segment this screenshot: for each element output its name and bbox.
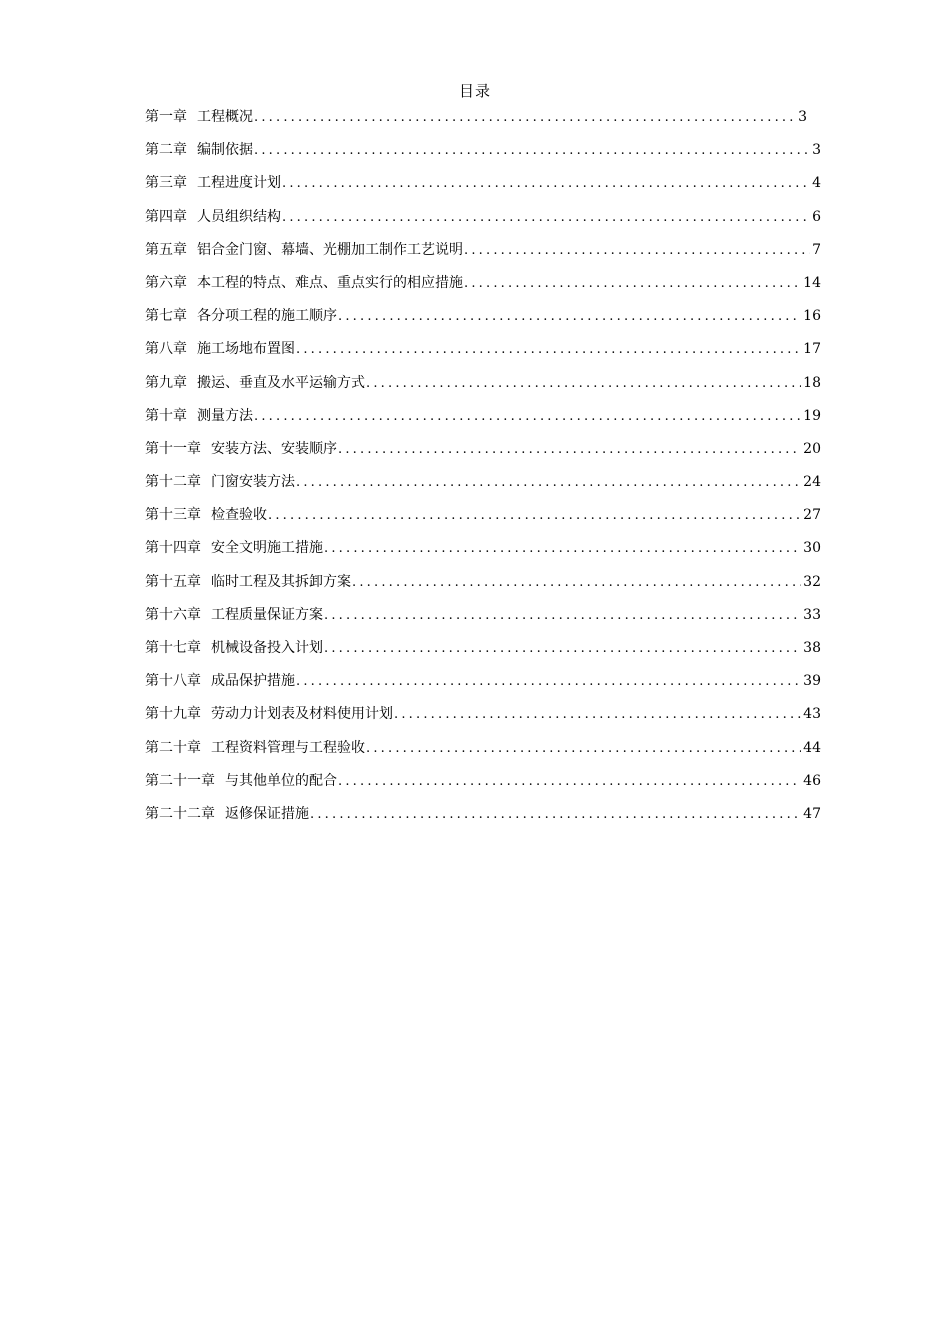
toc-page-number: 4 [812,175,821,192]
toc-chapter-title: 工程进度计划 [197,175,281,192]
toc-chapter-title: 各分项工程的施工顺序 [197,308,337,325]
toc-page-number: 47 [803,805,821,822]
toc-chapter-number: 第九章 [145,374,187,391]
toc-entry-19[interactable] [145,703,821,736]
toc-chapter-title: 施工场地布置图 [197,341,295,358]
toc-chapter-number: 第二十二章 [145,805,215,822]
toc-page-number: 17 [803,341,821,358]
toc-leader-dots [296,339,801,361]
toc-chapter-title: 临时工程及其拆卸方案 [211,573,351,590]
toc-chapter-number: 第五章 [145,241,187,258]
table-of-contents [145,106,821,836]
toc-chapter-title: 成品保护措施 [211,673,295,690]
toc-chapter-title: 工程资料管理与工程验收 [211,739,365,756]
toc-chapter-title: 本工程的特点、难点、重点实行的相应措施 [197,274,463,291]
toc-chapter-title: 安全文明施工措施 [211,540,323,557]
toc-leader-dots [282,173,810,195]
toc-leader-dots [254,140,810,162]
toc-chapter-number: 第六章 [145,274,187,291]
toc-entry-20[interactable] [145,737,821,770]
toc-leader-dots [296,472,801,494]
toc-chapter-number: 第十四章 [145,540,201,557]
toc-chapter-number: 第十八章 [145,673,201,690]
toc-leader-dots [366,738,801,760]
toc-page-number: 20 [803,440,821,457]
toc-leader-dots [464,240,810,262]
toc-page-number: 27 [803,507,821,524]
toc-chapter-number: 第四章 [145,208,187,225]
toc-page-number: 39 [803,673,821,690]
toc-page-number: 19 [803,407,821,424]
toc-page-number: 30 [803,540,821,557]
toc-chapter-title: 安装方法、安装顺序 [211,440,337,457]
toc-page-number: 14 [803,274,821,291]
toc-page-number: 6 [812,208,821,225]
toc-entry-13[interactable] [145,504,821,537]
toc-entry-1[interactable] [145,106,821,139]
toc-chapter-number: 第一章 [145,109,187,125]
toc-chapter-title: 与其他单位的配合 [225,772,337,789]
toc-entry-8[interactable] [145,338,821,371]
toc-page-number: 46 [803,772,821,789]
toc-page-number: 7 [812,241,821,258]
toc-title: 目录 [458,82,491,100]
toc-page-number: 43 [803,706,821,723]
toc-entry-6[interactable] [145,272,821,305]
toc-chapter-title: 工程概况 [197,109,253,125]
toc-chapter-title: 铝合金门窗、幕墙、光棚加工制作工艺说明 [197,241,463,258]
toc-chapter-title: 门窗安装方法 [211,474,295,491]
toc-page-number: 38 [803,640,821,656]
toc-entry-4[interactable] [145,206,821,239]
toc-chapter-number: 第十章 [145,407,187,424]
toc-chapter-number: 第十七章 [145,640,201,656]
toc-chapter-title: 人员组织结构 [197,208,281,225]
toc-leader-dots [324,638,801,660]
toc-leader-dots [338,439,801,461]
toc-chapter-number: 第八章 [145,341,187,358]
toc-entry-9[interactable] [145,372,821,405]
toc-leader-dots [324,538,801,560]
toc-chapter-number: 第十二章 [145,474,201,491]
toc-chapter-title: 测量方法 [197,407,253,424]
toc-entry-14[interactable] [145,537,821,570]
toc-chapter-number: 第十一章 [145,440,201,457]
toc-entry-12[interactable] [145,471,821,504]
toc-entry-7[interactable] [145,305,821,338]
toc-chapter-title: 返修保证措施 [225,805,309,822]
toc-leader-dots [352,572,801,594]
toc-entry-15[interactable] [145,571,821,604]
toc-leader-dots [464,273,801,295]
toc-chapter-title: 劳动力计划表及材料使用计划 [211,706,393,723]
toc-entry-5[interactable] [145,239,821,272]
toc-leader-dots [296,671,801,693]
toc-page-number: 33 [803,606,821,623]
toc-chapter-number: 第十五章 [145,573,201,590]
toc-chapter-number: 第二十一章 [145,772,215,789]
toc-leader-dots [338,306,801,328]
toc-entry-18[interactable] [145,670,821,703]
toc-page-number: 18 [803,374,821,391]
toc-leader-dots [338,771,801,793]
toc-leader-dots [268,505,801,527]
toc-entry-16[interactable] [145,604,821,637]
toc-entry-10[interactable] [145,405,821,438]
toc-leader-dots [324,605,801,627]
toc-chapter-title: 工程质量保证方案 [211,606,323,623]
toc-chapter-number: 第七章 [145,308,187,325]
toc-entry-11[interactable] [145,438,821,471]
toc-entry-22[interactable] [145,803,821,836]
toc-leader-dots [394,704,801,726]
toc-page-number: 32 [803,573,821,590]
toc-page-number: 44 [803,739,821,756]
toc-page-number: 16 [803,308,821,325]
toc-entry-2[interactable] [145,139,821,172]
toc-chapter-number: 第二章 [145,142,187,159]
toc-page-number: 3 [812,142,821,159]
toc-chapter-number: 第十九章 [145,706,201,723]
toc-leader-dots [310,804,801,826]
toc-chapter-title: 检查验收 [211,507,267,524]
toc-chapter-number: 第二十章 [145,739,201,756]
toc-chapter-number: 第十三章 [145,507,201,524]
toc-leader-dots [254,406,801,428]
toc-entry-3[interactable] [145,172,821,205]
toc-leader-dots [282,207,810,229]
toc-chapter-number: 第三章 [145,175,187,192]
toc-chapter-title: 搬运、垂直及水平运输方式 [197,374,365,391]
toc-entry-17[interactable] [145,637,821,670]
toc-leader-dots [366,373,801,395]
toc-chapter-title: 机械设备投入计划 [211,640,323,656]
toc-chapter-title: 编制依据 [197,142,253,159]
toc-chapter-number: 第十六章 [145,606,201,623]
toc-entry-21[interactable] [145,770,821,803]
toc-leader-dots [254,107,796,129]
toc-page-number: 3 [798,109,807,125]
toc-page-number: 24 [803,474,821,491]
